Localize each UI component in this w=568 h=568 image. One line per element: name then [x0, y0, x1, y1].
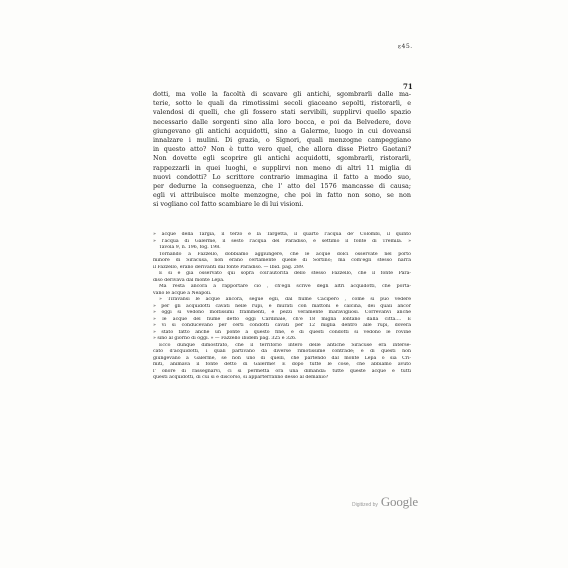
footnote-line: » Tiravansi le acque ancora, segue egli, dal fiume Cacipero , come si può vedere	[159, 297, 411, 302]
footnote-line: » acque della Targia, il terzo è la Targetta, il quarto l'acqua de' Colombi, il quinto	[153, 232, 411, 237]
main-text-line: valendosi di quelli, che gli fossero stati servibili, supplirvi quello spazio	[153, 108, 411, 117]
page-number: 71	[403, 82, 413, 91]
main-text-line: terie, sotto le quali da rimotissimi secoli giaceano sepolti, ristorarli, e	[153, 99, 411, 108]
footnote-line: » l'acqua di Galerme, il sesto l'acqua del Paradiso, e settimo il fonte di Tremila. »	[153, 238, 411, 244]
footnote-line: Tavola 9, n. 196, fog. 198.	[159, 245, 221, 250]
footnote-line: Ecco dunque dimostrato, che il territorio intero delle antiche Siracuse era interse-	[159, 342, 411, 348]
digitized-by-google-watermark	[352, 494, 418, 510]
footnote-line: » le acque del fiume detto oggi Cardinale, ch'è 18 miglia lontano dalla città.... E	[153, 316, 411, 322]
footnote-line: il Fazzello, erano derivanti dal fonte Paradiso. — Ibid. pag. 289.	[153, 264, 305, 270]
main-text-line: necessario dalle sorgenti sino alla loro bocca, e poi da Belvedere, dove	[153, 117, 411, 126]
main-text-block	[153, 90, 411, 210]
footnote-line: » vi si conducevano per certi condotti cavati per 12 miglia dentro alle rupi, dovera	[153, 323, 411, 328]
main-text-line: si vogliano col fatto scambiare le di lui visioni.	[153, 200, 304, 209]
main-text-line: innalzare i mulini. Di grazia, o Signori, quali menzogne campeggiano	[153, 136, 411, 145]
main-text-line: nuovi condotti? Lo scrittore contrario immagina il fatto a modo suo,	[153, 172, 411, 181]
main-text-line: giungevano gli antichi acquidotti, sino a Galerme, luogo in cui doveansi	[153, 126, 411, 135]
footnote-line: » oggi si vedono moltissimi frammenti, e pezzi veramente maravigliosi. Correvanvi anche	[153, 310, 411, 315]
footnote-line: miti, animava il fonte detto di Galerme! E dopo tutte le cose, che abbiamo avuto	[153, 362, 411, 367]
footnote-line: minore di Siracusa, non erano certamente quelle di Sortino; ma com'egli stesso narra	[153, 258, 411, 263]
main-text-line: per dedurne la conseguenza, che l' atto del 1576 mancasse di causa;	[153, 182, 411, 191]
corner-mark: ɛ45.	[397, 42, 413, 51]
main-text-line: in questo atto? Non è tutto vero quel, che allora disse Pietro Gaetani?	[153, 145, 411, 154]
footnotes-block	[153, 232, 411, 382]
footnote-line: E si è già osservato qui sopra coll'autorità dello stesso Fazzello, che il fonte Para-	[159, 271, 411, 276]
main-text-line: egli vi attribuisce molte menzogne, che poi in fatto non sono, se non	[153, 191, 411, 200]
footnote-line: cato d'acquidotti, i quali partivano da diverse rimotissime contrade; e di questi non	[153, 349, 411, 354]
footnote-line: Tornando a Fazzello, dobbiamo aggiungere, che le acque dolci osservate nel porto	[159, 251, 411, 257]
google-logo: Google	[380, 494, 418, 509]
footnote-line: » per gli acquidotti cavati nelle rupi, e murati con mattoni e calcina, dei quali ancor	[153, 303, 411, 309]
footnote-line: vano le acque a Neapoli.	[153, 290, 212, 296]
main-text-line: rappezzarli in quei luoghi, e supplirvi non meno di altri 11 miglia di	[153, 163, 411, 172]
footnote-line: » stato fatto anche un ponte a questo fine, e di questi condotti si vedono le rovine	[153, 329, 411, 335]
footnote-line: l' onore di rassegnarvi, ci si permetta ora una dimanda: tutte queste acque e tutti	[153, 368, 411, 374]
footnote-line: » sino al giorno di oggi. » — Fazzello ibidem pag. 325 e 326.	[153, 336, 297, 341]
footnote-line: Ma resta ancora a rapportare ciò , ch'egli scrive degli altri acquidotti, che porta-	[159, 284, 411, 289]
footnote-line: questi acquidotti, di cui si è discorso, si apparterranno desso al demanio?	[153, 375, 329, 380]
footnote-line: giungevano a Galerme, se non uno di quelli, che partendo dal monte Lepa o sia Cri-	[153, 355, 411, 361]
main-text-line: dotti, ma volle la facoltà di scavare gli antichi, sgombrarli dalle ma-	[153, 90, 411, 98]
main-text-line: Non dovette egli scoprire gli antichi acquidotti, sgombrarli, ristorarli,	[153, 154, 411, 163]
watermark-prefix: Digitized by	[352, 502, 378, 508]
footnote-line: diso derivava dal monte Lepa.	[153, 277, 225, 283]
